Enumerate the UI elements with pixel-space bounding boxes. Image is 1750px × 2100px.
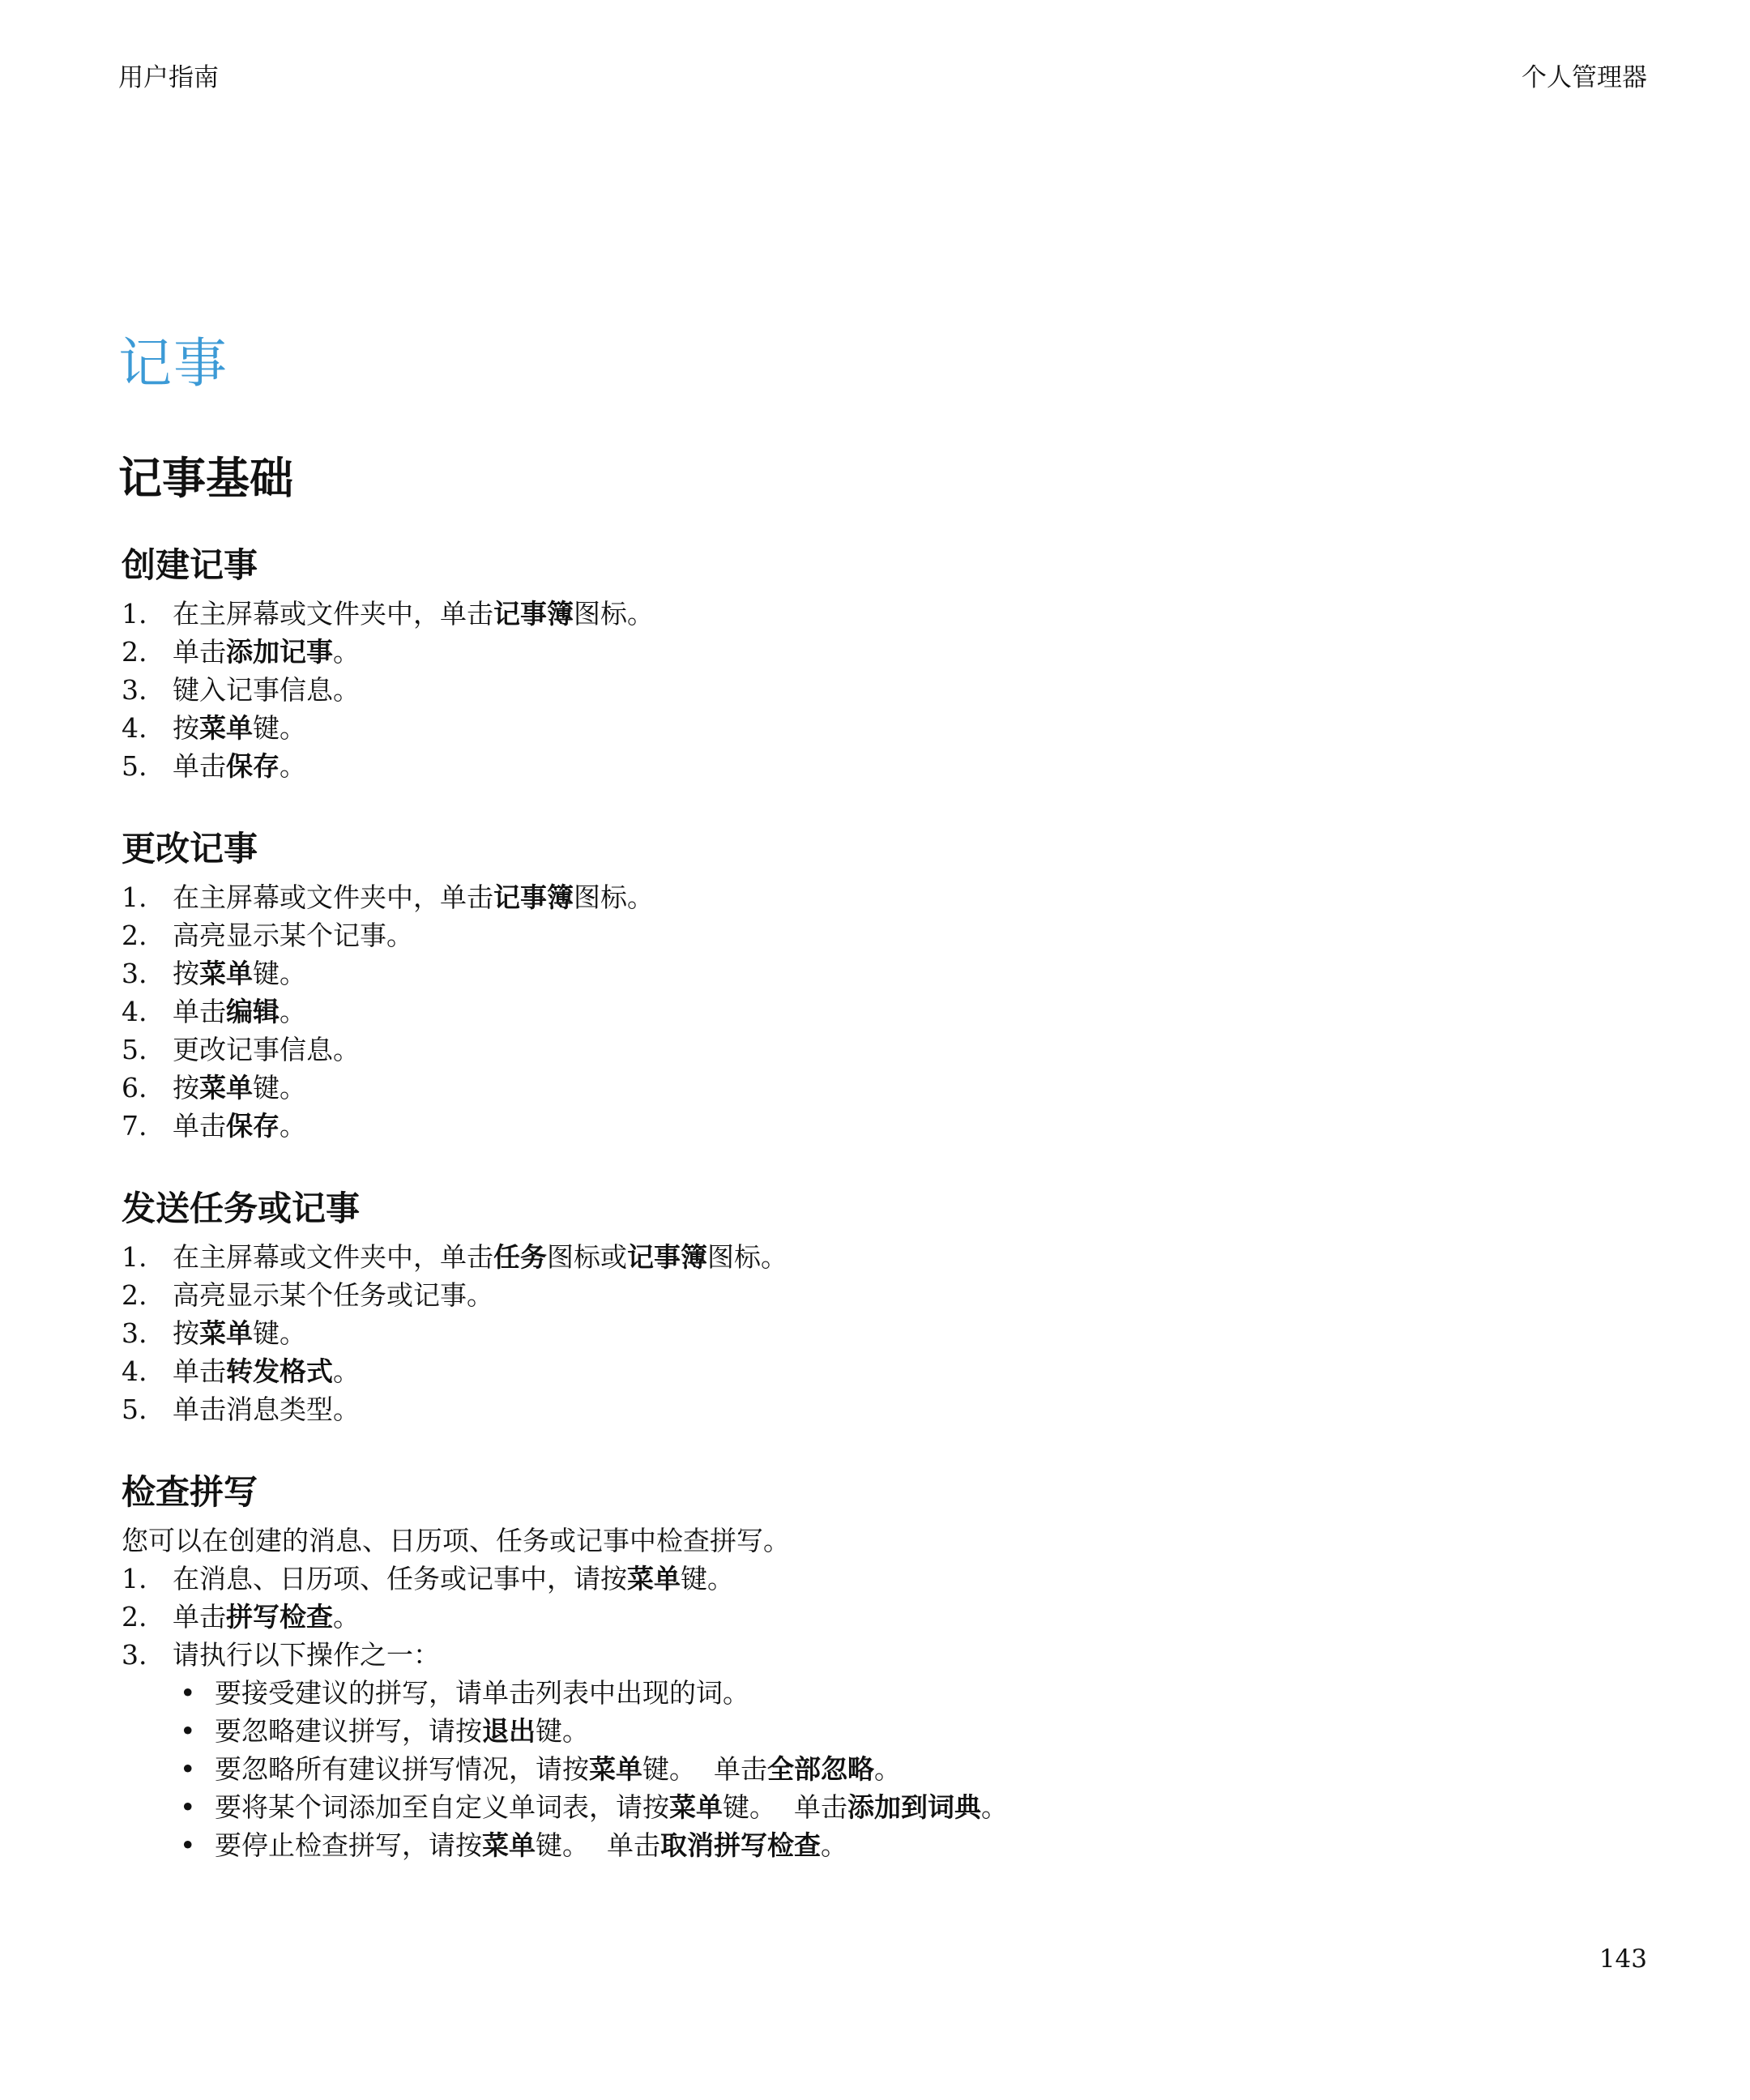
subsection-title: 发送任务或记事	[122, 1189, 361, 1228]
step-text: 请执行以下操作之一：	[173, 1639, 440, 1671]
step-text: 单击	[173, 1601, 226, 1633]
step-item	[122, 709, 1580, 747]
ui-term: 退出	[482, 1715, 536, 1747]
step-text: 在主屏幕或文件夹中，单击	[173, 598, 493, 630]
subsection-create-note	[122, 541, 1580, 785]
step-text: 键。	[642, 1753, 696, 1785]
ui-term: 菜单	[669, 1791, 723, 1823]
step-text: 在主屏幕或文件夹中，单击	[173, 881, 493, 913]
step-text: 更改记事信息。	[173, 1034, 360, 1065]
ui-term: 菜单	[627, 1563, 681, 1594]
step-text: 键。	[536, 1829, 589, 1861]
step-number: 3.	[122, 1317, 147, 1349]
step-item	[122, 1107, 1580, 1145]
ui-term: 编辑	[226, 996, 280, 1027]
step-text: 要忽略建议拼写，请按	[215, 1715, 482, 1747]
step-text: 高亮显示某个记事。	[173, 920, 413, 951]
steps-list	[122, 1238, 1580, 1428]
step-text: 在消息、日历项、任务或记事中，请按	[173, 1563, 627, 1594]
step-text: 。	[333, 636, 360, 668]
step-number: 3.	[122, 674, 147, 706]
step-text: 要停止检查拼写，请按	[215, 1829, 482, 1861]
step-text: 键。	[253, 1317, 306, 1349]
bullet-icon: •	[180, 1791, 196, 1823]
step-text: 单击	[173, 996, 226, 1027]
step-text: 单击	[607, 1829, 660, 1861]
bullet-icon: •	[180, 1829, 196, 1861]
step-text: 高亮显示某个任务或记事。	[173, 1279, 493, 1311]
subsection-check-spelling	[122, 1468, 1580, 1864]
step-text: 图标。	[707, 1241, 788, 1273]
step-number: 6.	[122, 1072, 147, 1103]
step-text: 。	[280, 1110, 306, 1142]
step-text: 单击消息类型。	[173, 1394, 360, 1425]
ui-term: 保存	[226, 1110, 280, 1142]
step-item	[122, 1031, 1580, 1069]
step-number: 5.	[122, 750, 147, 782]
step-item	[122, 878, 1580, 916]
step-number: 2.	[122, 1601, 147, 1633]
step-number: 2.	[122, 636, 147, 668]
ui-term: 菜单	[199, 1317, 253, 1349]
step-number: 1.	[122, 881, 147, 913]
bullet-icon: •	[180, 1715, 196, 1747]
step-text: 键。	[681, 1563, 734, 1594]
step-text: 。	[280, 996, 306, 1027]
steps-list	[122, 1560, 1580, 1674]
step-text: 单击	[173, 750, 226, 782]
running-header-left: 用户指南	[118, 63, 219, 92]
step-number: 5.	[122, 1394, 147, 1425]
ui-term: 记事簿	[493, 881, 574, 913]
step-text: 图标。	[574, 598, 654, 630]
bullet-icon: •	[180, 1753, 196, 1785]
section-title: 记事基础	[118, 453, 293, 504]
step-item	[122, 1352, 1580, 1390]
step-text: 。	[280, 750, 306, 782]
step-number: 5.	[122, 1034, 147, 1065]
step-text: 在主屏幕或文件夹中，单击	[173, 1241, 493, 1273]
step-item	[122, 1560, 1580, 1598]
subsection-title: 创建记事	[122, 545, 258, 585]
bullet-item	[122, 1826, 1580, 1864]
step-text: 键。	[253, 958, 306, 989]
step-text: 要忽略所有建议拼写情况，请按	[215, 1753, 589, 1785]
step-text: 要接受建议的拼写，请单击列表中出现的词。	[215, 1677, 749, 1709]
steps-list	[122, 595, 1580, 785]
step-item	[122, 1636, 1580, 1674]
ui-term: 菜单	[589, 1753, 642, 1785]
step-text: 键入记事信息。	[173, 674, 360, 706]
step-item	[122, 1314, 1580, 1352]
step-number: 1.	[122, 1563, 147, 1594]
step-text: 按	[173, 1072, 199, 1103]
subsection-intro: 您可以在创建的消息、日历项、任务或记事中检查拼写。	[122, 1525, 790, 1556]
step-number: 3.	[122, 958, 147, 989]
ui-term: 保存	[226, 750, 280, 782]
ui-term: 全部忽略	[767, 1753, 874, 1785]
ui-term: 添加到词典	[847, 1791, 981, 1823]
bullet-item	[122, 1788, 1580, 1826]
bullet-item	[122, 1750, 1580, 1788]
bullet-item	[122, 1674, 1580, 1712]
step-item	[122, 1390, 1580, 1428]
step-number: 3.	[122, 1639, 147, 1671]
step-number: 7.	[122, 1110, 147, 1142]
step-text: 图标。	[574, 881, 654, 913]
step-text: 按	[173, 1317, 199, 1349]
ui-term: 任务	[493, 1241, 547, 1273]
step-text: 。	[333, 1355, 360, 1387]
step-text: 单击	[794, 1791, 847, 1823]
step-number: 1.	[122, 598, 147, 630]
step-text: 单击	[173, 1355, 226, 1387]
step-item	[122, 671, 1580, 709]
step-text: 。	[821, 1829, 847, 1861]
step-number: 1.	[122, 1241, 147, 1273]
subsection-title: 更改记事	[122, 829, 258, 869]
running-header-right: 个人管理器	[1522, 63, 1647, 92]
step-text: 键。	[253, 1072, 306, 1103]
step-text: 图标或	[547, 1241, 627, 1273]
step-item	[122, 954, 1580, 992]
ui-term: 菜单	[199, 1072, 253, 1103]
step-item	[122, 747, 1580, 785]
ui-term: 拼写检查	[226, 1601, 333, 1633]
bullet-item	[122, 1712, 1580, 1750]
step-text: 单击	[173, 636, 226, 668]
step-item	[122, 1238, 1580, 1276]
options-list	[122, 1674, 1580, 1864]
step-text: 键。	[723, 1791, 776, 1823]
step-text: 单击	[173, 1110, 226, 1142]
step-number: 2.	[122, 920, 147, 951]
ui-term: 添加记事	[226, 636, 333, 668]
ui-term: 取消拼写检查	[660, 1829, 821, 1861]
ui-term: 转发格式	[226, 1355, 333, 1387]
step-item	[122, 633, 1580, 671]
step-item	[122, 1276, 1580, 1314]
ui-term: 菜单	[482, 1829, 536, 1861]
step-number: 2.	[122, 1279, 147, 1311]
subsection-send-task-or-note	[122, 1184, 1580, 1428]
steps-list	[122, 878, 1580, 1145]
subsection-edit-note	[122, 825, 1580, 1145]
step-item	[122, 1069, 1580, 1107]
step-text: 键。	[253, 712, 306, 744]
step-number: 4.	[122, 712, 147, 744]
page-number: 143	[1598, 1944, 1647, 1974]
step-item	[122, 992, 1580, 1031]
bullet-icon: •	[180, 1677, 196, 1709]
step-text: 。	[981, 1791, 1008, 1823]
step-item	[122, 1598, 1580, 1636]
step-text: 按	[173, 958, 199, 989]
step-item	[122, 595, 1580, 633]
step-text: 。	[333, 1601, 360, 1633]
step-item	[122, 916, 1580, 954]
ui-term: 菜单	[199, 958, 253, 989]
step-text: 。	[874, 1753, 901, 1785]
step-text: 按	[173, 712, 199, 744]
step-text: 单击	[714, 1753, 767, 1785]
step-number: 4.	[122, 996, 147, 1027]
subsection-title: 检查拼写	[122, 1472, 258, 1512]
ui-term: 记事簿	[493, 598, 574, 630]
step-text: 键。	[536, 1715, 589, 1747]
step-number: 4.	[122, 1355, 147, 1387]
ui-term: 菜单	[199, 712, 253, 744]
ui-term: 记事簿	[627, 1241, 707, 1273]
chapter-title: 记事	[118, 332, 228, 395]
step-text: 要将某个词添加至自定义单词表，请按	[215, 1791, 669, 1823]
